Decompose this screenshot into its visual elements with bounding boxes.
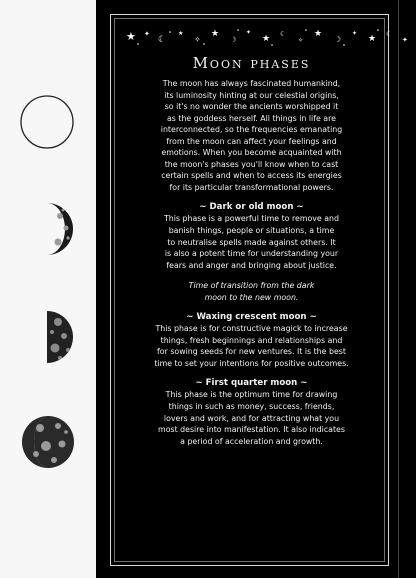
transition-note: Time of transition from the dark moon to the new moon.: [188, 281, 315, 302]
dark-moon-heading: ~ Dark or old moon ~: [199, 202, 304, 213]
svg-text:✦: ✦: [246, 29, 252, 36]
first-quarter-text: This phase is the optimum time for drawing things in such as money, success, friends, lovers and work, and for attracting what you most desire into manifestation. It also indicates a period of acceleration and growth.: [158, 390, 345, 446]
svg-text:✦: ✦: [402, 36, 408, 44]
page-edge-rule: [398, 0, 399, 578]
waxing-crescent-text: This phase is for constructive magick to increase things, fresh beginnings and relationships and for sowing seeds for new ventures. It is the best time to set your intentions for positive outcomes.: [154, 324, 349, 368]
svg-text:★: ★: [368, 34, 377, 44]
svg-text:☾: ☾: [386, 30, 393, 38]
waxing-gibbous-moon-icon: [0, 410, 96, 474]
svg-text:☾: ☾: [280, 30, 287, 38]
waxing-crescent-heading: ~ Waxing crescent moon ~: [186, 312, 317, 323]
svg-text:★: ★: [314, 29, 323, 39]
svg-text:✧: ✧: [194, 35, 201, 44]
moon-phases-page: [96, 0, 416, 578]
moon-phase-margin: [0, 0, 96, 578]
svg-text:✧: ✧: [298, 37, 304, 44]
svg-text:✦: ✦: [352, 30, 358, 37]
svg-text:★: ★: [126, 30, 136, 43]
svg-text:☾: ☾: [158, 35, 167, 45]
svg-text:☽: ☽: [334, 35, 342, 44]
new-moon-icon: [0, 92, 96, 152]
dark-moon-text: This phase is a powerful time to remove and banish things, people or situations, a time to neutralise spells made against others. It is also a potent time for understanding your fears and anger and bringing about justice.: [163, 214, 339, 270]
svg-text:☽: ☽: [230, 36, 237, 44]
svg-text:★: ★: [262, 34, 271, 44]
page-content: [130, 54, 373, 447]
intro-paragraph: The moon has always fascinated humankind, its luminosity hinting at our celestial origins, so it's no wonder the ancients worshipped it as the goddess herself. All things in life are interconnected, so the frequencies emanating from the moon can affect your feelings and emotions. When you become acquainted with the moon's phases you'll know when to cast certain spells and when to access its energies for its particular transformational powers.: [160, 79, 343, 192]
first-quarter-heading: ~ First quarter moon ~: [195, 378, 308, 389]
svg-text:★: ★: [178, 30, 184, 37]
svg-text:✦: ✦: [144, 30, 150, 38]
svg-text:★: ★: [211, 29, 220, 39]
waxing-crescent-moon-icon: [0, 198, 96, 260]
page-title: Moon phases: [192, 54, 311, 72]
star-and-moon-border-decoration: [96, 24, 416, 50]
first-quarter-moon-icon: [0, 306, 96, 368]
